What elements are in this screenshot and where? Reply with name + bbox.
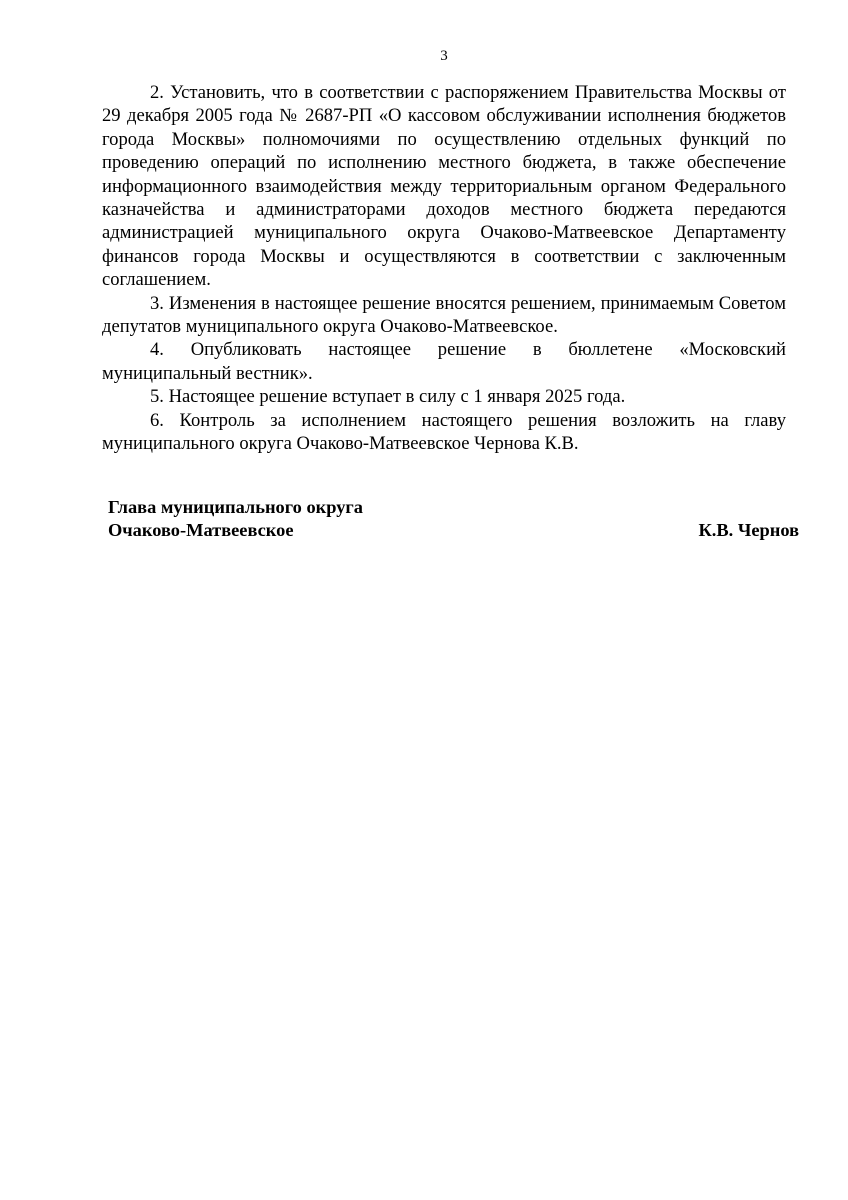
paragraph-6: 6. Контроль за исполнением настоящего решения возложить на главу муниципального округа Очаково-Матвеевское Чернова К.В. (102, 409, 786, 455)
signatory-title-line2: Очаково-Матвеевское (108, 520, 294, 541)
signatory-name: К.В. Чернов (698, 520, 799, 541)
paragraph-2: 2. Установить, что в соответствии с распоряжением Правительства Москвы от 29 декабря 2005 года № 2687-РП «О кассовом обслуживании исполнения бюджетов города Москвы» полномочиями по осуществлению отдельных функций по проведению операций по исполнению местного бюджета, в также обеспечение информационного взаимодействия между территориальным органом Федерального казначейства и администраторами доходов местного бюджета передаются администрацией муниципального округа Очаково-Матвеевское Департаменту финансов города Москвы и осуществляются в соответствии с заключенным соглашением. (102, 82, 786, 291)
signature-line-2 (108, 519, 799, 542)
page-number: 3 (440, 48, 448, 64)
document-body (102, 81, 786, 456)
signature-block (108, 496, 799, 543)
signatory-title-line1: Глава муниципального округа (108, 497, 363, 517)
signature-line-1 (108, 496, 799, 519)
paragraph-5: 5. Настоящее решение вступает в силу с 1 января 2025 года. (150, 386, 626, 408)
paragraph-3: 3. Изменения в настоящее решение вносятся решением, принимаемым Советом депутатов муниципального округа Очаково-Матвеевское. (102, 292, 786, 338)
paragraph-4: 4. Опубликовать настоящее решение в бюллетене «Московский муниципальный вестник». (102, 339, 786, 384)
